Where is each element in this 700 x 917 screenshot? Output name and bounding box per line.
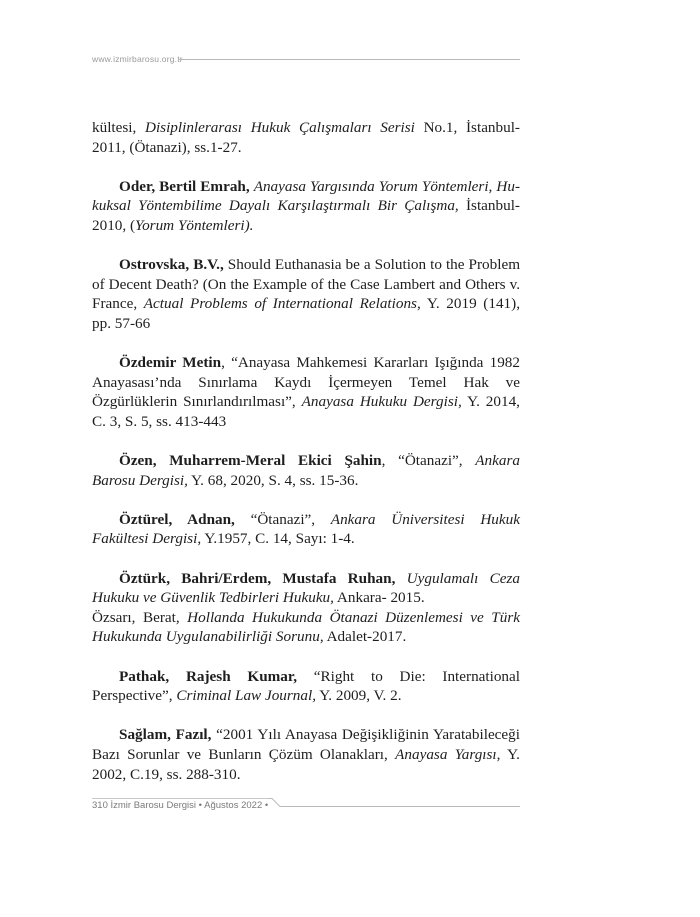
running-footer bbox=[92, 798, 520, 816]
bibliography bbox=[92, 118, 520, 804]
footer-rule-left bbox=[92, 798, 270, 799]
bibliography-entry: Öztürk, Bahri/Erdem, Mustafa Ruhan, Uygulamalı Ceza Hukuku ve Güvenlik Tedbirleri Hukuku, Ankara- 2015. bbox=[92, 569, 521, 607]
journal-name: İzmir Barosu Dergisi bbox=[110, 800, 197, 811]
entry-author: Özen, Muharrem-Meral Ekici Şahin bbox=[119, 452, 382, 470]
header-url: www.izmirbarosu.org.tr bbox=[92, 54, 183, 64]
footer-bullet: • bbox=[264, 800, 269, 811]
entry-author: Sağlam, Fazıl, bbox=[119, 726, 212, 744]
entry-author: Özdemir Metin bbox=[119, 354, 222, 372]
footer-rule-right bbox=[280, 806, 520, 807]
bibliography-entry: Özsarı, Berat, Hollanda Hukukunda Ötanazi Düzenlemesi ve Türk Hukukunda Uygulanabilirliği Sorunu, Adalet-2017. bbox=[92, 608, 520, 646]
entry-author: Pathak, Rajesh Kumar, bbox=[119, 667, 298, 685]
entry-author: Öztürel, Adnan, bbox=[119, 510, 235, 528]
header-rule bbox=[178, 59, 520, 60]
bibliography-entry: Özen, Muharrem-Meral Ekici Şahin, “Ötanazi”, Ankara Barosu Dergisi, Y. 68, 2020, S. 4, ss. 15-36. bbox=[92, 452, 520, 489]
bibliography-entry: kültesi, Disiplinlerarası Hukuk Çalışmaları Serisi No.1, İstanbul-2011, (Ötanazi), ss.1-27. bbox=[92, 119, 520, 156]
bibliography-entry: Özdemir Metin, “Anayasa Mahkemesi Kararları Işığında 1982 Anayasası’nda Sınırlama Kaydı İçermeyen Temel Hak ve Özgürlüklerin Sınırlandırılması”, Anayasa Hukuku Dergisi, Y. 2014, C. 3, S. 5, ss. 413-443 bbox=[92, 354, 520, 430]
page-number: 310 bbox=[92, 800, 108, 811]
bibliography-entry: Öztürel, Adnan, “Ötanazi”, Ankara Üniversitesi Hukuk Fakültesi Dergisi, Y.1957, C. 14, Sayı: 1-4. bbox=[92, 510, 520, 548]
bibliography-entry: Sağlam, Fazıl, “2001 Yılı Anayasa Değişikliğinin Yaratabileceği Bazı Sorunlar ve Bunların Çözüm Olanakları, Anayasa Yargısı, Y. 2002, C.19, ss. 288-310. bbox=[92, 726, 520, 783]
entry-author: Öztürk, Bahri/Erdem, Mustafa Ruhan, bbox=[119, 569, 396, 587]
running-header bbox=[92, 53, 520, 67]
entry-author: Oder, Bertil Emrah, bbox=[119, 177, 250, 195]
footer-text bbox=[92, 800, 268, 812]
bibliography-entry: Pathak, Rajesh Kumar, “Right to Die: International Perspective”, Criminal Law Journal, Y. 2009, V. 2. bbox=[92, 667, 520, 705]
bibliography-entry: Ostrovska, B.V., Should Euthanasia be a Solution to the Problem of Decent Death? (On the Example of the Case Lambert and Others v. France, Actual Problems of International Relations, Y. 2019 (141), pp. 57-66 bbox=[92, 256, 521, 332]
footer-bullet: • bbox=[198, 800, 202, 811]
bibliography-entry: Oder, Bertil Emrah, Anayasa Yargısında Yorum Yöntemleri, Hukuksal Yöntembilime Dayalı Karşılaştırmalı Bir Çalışma, İstanbul-2010, (Yorum Yöntemleri). bbox=[92, 177, 520, 234]
issue-date: Ağustos 2022 bbox=[204, 800, 263, 811]
entry-author: Ostrovska, B.V., bbox=[119, 256, 224, 274]
